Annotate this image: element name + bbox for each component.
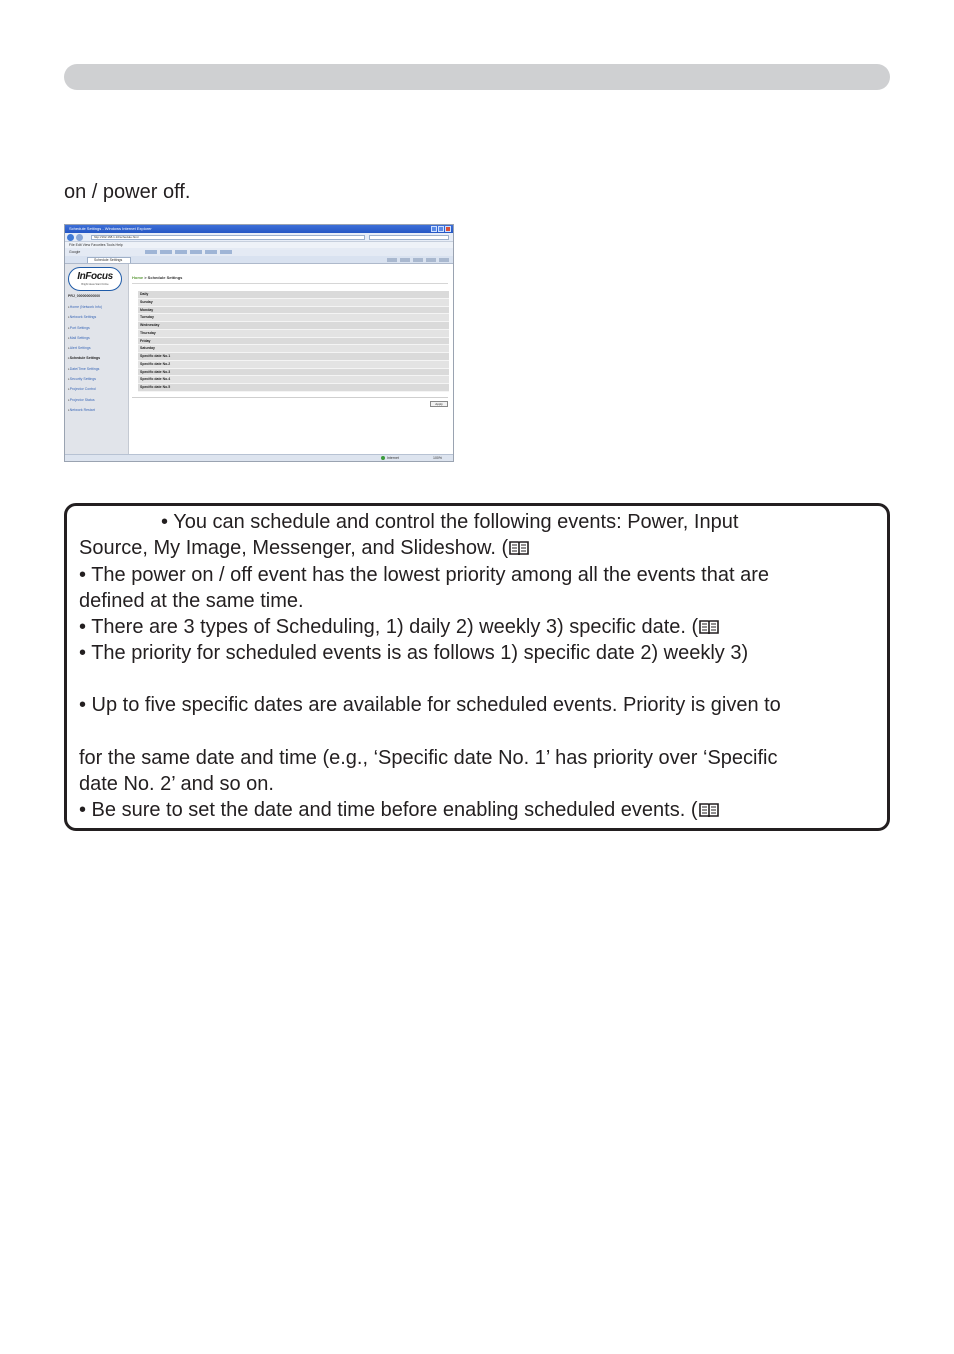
window-title: Schedule Settings - Windows Internet Explorer	[69, 226, 152, 231]
note-box	[64, 503, 890, 831]
toolbar-autofill-icon[interactable]	[220, 250, 232, 254]
sidebar-menu	[68, 302, 102, 415]
command-bar	[387, 258, 449, 262]
note-line-text: • You can schedule and control the following events: Power, Input	[161, 511, 739, 533]
apply-button[interactable]: Apply	[430, 401, 448, 407]
intro-text: on / power off.	[64, 181, 191, 203]
forward-icon[interactable]	[76, 234, 83, 241]
note-line-text: Source, My Image, Messenger, and Slideshow. (	[79, 537, 509, 559]
feeds-icon[interactable]	[400, 258, 410, 262]
minimize-icon[interactable]	[431, 226, 437, 232]
address-input[interactable]: http://192.168.1.10/schedule.html	[91, 235, 365, 240]
note-line	[79, 772, 274, 796]
note-line	[79, 563, 769, 587]
maximize-icon[interactable]	[438, 226, 444, 232]
sidebar-item-alert-settings[interactable]: ▸ Alert Settings	[68, 343, 102, 353]
note-line	[79, 641, 748, 665]
note-line-text: • The priority for scheduled events is as follows 1) specific date 2) weekly 3)	[79, 642, 749, 664]
note-line	[79, 589, 304, 613]
breadcrumb	[132, 275, 182, 280]
breadcrumb-current: > Schedule Settings	[143, 275, 183, 280]
note-line	[79, 615, 719, 639]
schedule-item-sunday[interactable]: Sunday	[138, 299, 449, 307]
window-titlebar	[65, 225, 453, 233]
breadcrumb-home-link[interactable]: Home	[132, 275, 144, 280]
projector-id: PRJ_000000000000	[68, 294, 101, 298]
browser-toolbar	[65, 248, 453, 256]
book-icon[interactable]	[509, 540, 529, 556]
address-bar	[65, 233, 453, 242]
divider	[132, 283, 448, 284]
print-icon[interactable]	[413, 258, 423, 262]
sidebar-item-security-settings[interactable]: ▸ Security Settings	[68, 374, 102, 384]
page-menu-icon[interactable]	[426, 258, 436, 262]
logo-tagline: Bright Ideas Start Online	[81, 283, 109, 286]
sidebar-item-date-time-settings[interactable]: ▸ Date/Time Settings	[68, 364, 102, 374]
schedule-list	[138, 291, 449, 392]
sidebar-item-network-restart[interactable]: ▸ Network Restart	[68, 405, 102, 415]
book-icon[interactable]	[699, 619, 719, 635]
note-line-text: date No. 2’ and so on.	[79, 773, 274, 795]
toolbar-check-icon[interactable]	[190, 250, 202, 254]
section-header-bar	[64, 64, 890, 90]
toolbar-bookmark-icon[interactable]	[160, 250, 172, 254]
status-zoom[interactable]: 100%	[433, 456, 442, 460]
sidebar-item-mail-settings[interactable]: ▸ Mail Settings	[68, 333, 102, 343]
tools-menu-icon[interactable]	[439, 258, 449, 262]
internet-zone-icon	[381, 456, 385, 460]
note-line-text: • Be sure to set the date and time before enabling scheduled events. (	[79, 799, 698, 821]
divider	[132, 397, 448, 398]
browser-tabbar	[65, 256, 453, 264]
home-icon[interactable]	[387, 258, 397, 262]
toolbar-translate-icon[interactable]	[205, 250, 217, 254]
browser-tab[interactable]: Schedule Settings	[87, 257, 131, 263]
schedule-settings-screenshot	[64, 224, 454, 462]
sidebar-item-home[interactable]: ▸ Home (Network Info)	[68, 302, 102, 312]
logo-brand: InFocus	[77, 271, 113, 282]
schedule-item-specific-date-4[interactable]: Specific date No.4	[138, 376, 449, 384]
schedule-item-specific-date-5[interactable]: Specific date No.5	[138, 384, 449, 392]
browser-search-input[interactable]	[369, 235, 449, 240]
toolbar-search-icon[interactable]	[145, 250, 157, 254]
note-line-text: • The power on / off event has the lowest priority among all the events that are	[79, 564, 769, 586]
schedule-item-saturday[interactable]: Saturday	[138, 345, 449, 353]
note-line	[161, 510, 738, 534]
note-line-text: defined at the same time.	[79, 590, 304, 612]
note-line-text: for the same date and time (e.g., ‘Specific date No. 1’ has priority over ‘Specific	[79, 747, 778, 769]
note-line-text: • Up to five specific dates are available for scheduled events. Priority is given to	[79, 694, 781, 716]
schedule-item-specific-date-2[interactable]: Specific date No.2	[138, 361, 449, 369]
infocus-logo	[68, 267, 122, 291]
note-line	[79, 798, 719, 822]
schedule-item-monday[interactable]: Monday	[138, 307, 449, 315]
note-line	[79, 693, 781, 717]
schedule-item-friday[interactable]: Friday	[138, 338, 449, 346]
toolbar-share-icon[interactable]	[175, 250, 187, 254]
web-content	[129, 264, 453, 454]
browser-statusbar	[65, 454, 453, 461]
sidebar-item-projector-status[interactable]: ▸ Projector Status	[68, 395, 102, 405]
book-icon[interactable]	[699, 802, 719, 818]
window-buttons	[431, 226, 451, 232]
schedule-item-specific-date-3[interactable]: Specific date No.3	[138, 369, 449, 377]
back-icon[interactable]	[67, 234, 74, 241]
schedule-item-daily[interactable]: Daily	[138, 291, 449, 299]
sidebar-item-projector-control[interactable]: ▸ Projector Control	[68, 384, 102, 394]
schedule-item-specific-date-1[interactable]: Specific date No.1	[138, 353, 449, 361]
status-zone: Internet	[387, 456, 399, 460]
sidebar-item-port-settings[interactable]: ▸ Port Settings	[68, 323, 102, 333]
toolbar-icons	[145, 250, 232, 254]
note-line	[79, 746, 777, 770]
web-sidebar	[65, 264, 129, 454]
sidebar-item-schedule-settings[interactable]: ▸ Schedule Settings	[68, 353, 102, 363]
schedule-item-thursday[interactable]: Thursday	[138, 330, 449, 338]
schedule-item-tuesday[interactable]: Tuesday	[138, 314, 449, 322]
toolbar-label: Google	[69, 250, 81, 254]
sidebar-item-network-settings[interactable]: ▸ Network Settings	[68, 312, 102, 322]
note-line	[79, 536, 529, 560]
schedule-item-wednesday[interactable]: Wednesday	[138, 322, 449, 330]
note-line-text: • There are 3 types of Scheduling, 1) daily 2) weekly 3) specific date. (	[79, 616, 699, 638]
browser-menubar[interactable]: File Edit View Favorites Tools Help	[65, 242, 453, 248]
close-icon[interactable]	[445, 226, 451, 232]
